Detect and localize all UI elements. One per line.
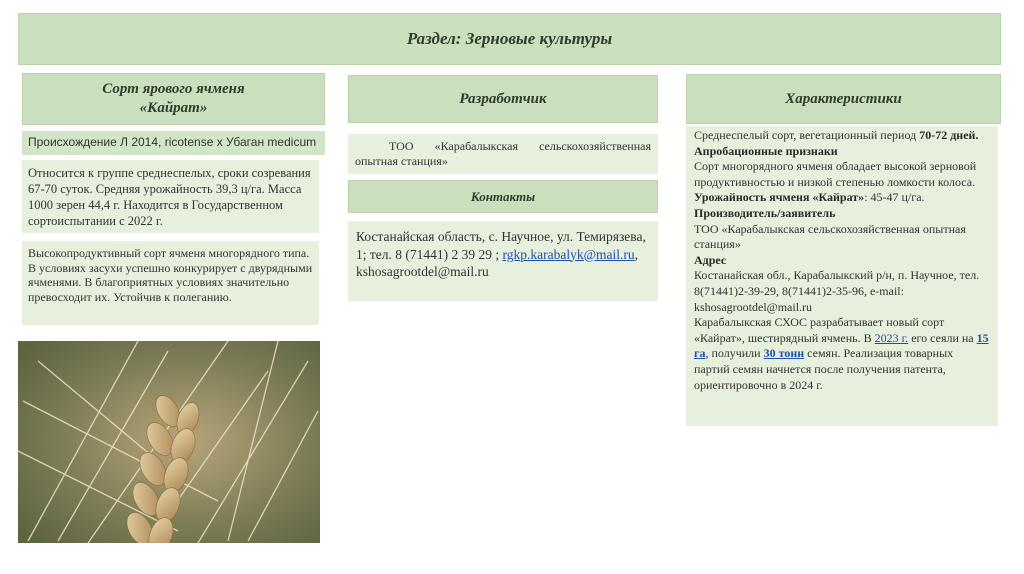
news-text-b: его сеяли на xyxy=(908,330,977,345)
address-label: Адрес xyxy=(694,252,727,267)
news-text-d: семян. Реализация товарных партий семян начнется после получения патента, ориентировочно в 2024 г. xyxy=(694,346,954,392)
barley-photo xyxy=(18,341,320,543)
contacts-address: Костанайская область, с. Научное, ул. Темирязева, 1; тел. 8 (71441) 2 39 29 ; xyxy=(356,229,646,262)
address-text: Костанайская обл., Карабалыкский р/н, п. Научное, тел. 8(71441)2-39-29, 8(71441)2-35-96, e-mail: kshosagrootdel@mail.ru xyxy=(694,268,980,314)
characteristics-heading-text: Характеристики xyxy=(785,90,902,107)
characteristics-heading xyxy=(686,74,1001,124)
contacts-email-link[interactable]: rgkp.karabalyk@mail.ru xyxy=(502,246,635,262)
news-paragraph xyxy=(694,315,990,393)
vegetation-days: 70-72 дней. xyxy=(919,128,979,142)
developer-line1: ТОО «Карабалыкская сельскохозяйственная xyxy=(389,139,651,153)
news-tons-link[interactable]: 30 тонн xyxy=(763,346,805,361)
developer-text xyxy=(348,134,658,174)
approbation-text: Сорт многорядного ячменя обладает высокой зерновой продуктивностью и низкой степенью ломкости колоса. xyxy=(694,159,977,189)
yield-value: : 45-47 ц/га. xyxy=(864,190,925,205)
origin-label: Происхождение Л 2014, ricotense x Убаган medicum xyxy=(22,131,325,155)
producer-label: Производитель/заявитель xyxy=(694,205,836,220)
news-year-link[interactable]: 2023 г. xyxy=(874,330,909,345)
variety-description: Относится к группе среднеспелых, сроки созревания 67-70 суток. Средняя урожайность 39,3 ц/га. Масса 1000 зерен 44,4 г. Находится в Государственном сортоиспытании с 2022 г. xyxy=(22,160,319,233)
characteristics-panel xyxy=(686,126,998,426)
variety-advantages: Высокопродуктивный сорт ячменя многорядного типа. В условиях засухи успешно конкурирует с двурядными ячменями. В благоприятных условиях значительно превосходит их. Устойчив к полеганию. xyxy=(22,241,319,325)
developer-heading-text: Разработчик xyxy=(459,90,547,107)
contacts-panel xyxy=(348,221,658,301)
variety-heading-line1: Сорт ярового ячменя xyxy=(102,81,245,97)
variety-heading xyxy=(22,73,325,125)
yield-label: Урожайность ячменя «Кайрат» xyxy=(694,190,865,205)
approbation-label: Апробационные признаки xyxy=(694,143,838,158)
news-text-a: Карабалыкская СХОС разрабатывает новый сорт «Кайрат», шестирядный ячмень. В xyxy=(694,315,945,345)
page-title-text: Раздел: Зерновые культуры xyxy=(406,29,613,48)
variety-heading-line2: «Кайрат» xyxy=(139,100,208,116)
producer-text: ТОО «Карабалыкская сельскохозяйственная опытная станция» xyxy=(694,221,966,252)
contacts-heading xyxy=(348,180,658,213)
vegetation-period xyxy=(694,128,990,144)
contacts-email2: kshosagrootdel@mail.ru xyxy=(356,264,489,279)
developer-line2: опытная станция» xyxy=(355,154,448,168)
page-title xyxy=(18,13,1001,65)
vegetation-text: Среднеспелый сорт, вегетационный период xyxy=(694,128,920,142)
news-area-link[interactable]: 15 га xyxy=(694,330,989,361)
barley-illustration xyxy=(18,341,320,543)
contacts-heading-text: Контакты xyxy=(470,188,536,204)
contacts-email-sep: , xyxy=(634,246,639,262)
developer-heading xyxy=(348,75,658,123)
news-text-c: , получили xyxy=(705,346,764,361)
